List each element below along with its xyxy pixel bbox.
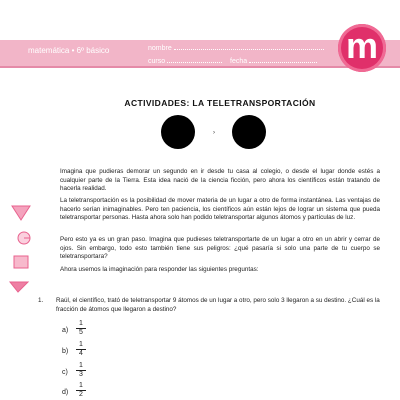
- activity-title: ACTIVIDADES: LA TELETRANSPORTACIÓN: [124, 98, 316, 108]
- nombre-field[interactable]: [148, 44, 324, 52]
- curso-field[interactable]: [148, 57, 222, 65]
- nombre-line: [174, 44, 324, 50]
- denominator: 4: [79, 350, 83, 357]
- curso-line: [167, 57, 222, 63]
- numerator: 1: [76, 320, 86, 329]
- option-letter: d): [62, 389, 69, 396]
- question-text: Raúl, el científico, trató de teletransportar 9 átomos de un lugar a otro, pero solo 3 llegaron a su destino. ¿Cuál es la fracción de átomos que llegaron a destino?: [56, 297, 380, 313]
- danger-paragraph: Pero esto ya es un gran paso. Imagina que pudieses teletransportarte de un lugar a otro en un abrir y cerrar de ojos. Sin embargo, todo esto también tiene sus peligros: ¿qué pasaría si solo una parte de tu cuerpo se teletransportara?: [60, 236, 380, 261]
- fraction: [76, 382, 86, 399]
- left-black-circle: [161, 115, 195, 149]
- curso-label: curso: [148, 58, 166, 65]
- worksheet-header: [0, 0, 400, 75]
- fecha-line: [249, 57, 317, 63]
- header-divider: [0, 66, 400, 68]
- instruction-paragraph: Ahora usemos la imaginación para responder las siguientes preguntas:: [60, 266, 259, 273]
- option-letter: b): [62, 348, 69, 355]
- numerator: 1: [76, 382, 86, 391]
- fecha-label: fecha: [230, 58, 248, 65]
- option-letter: a): [62, 327, 69, 334]
- nombre-label: nombre: [148, 45, 172, 52]
- subject-label: matemática • 6º básico: [28, 46, 110, 55]
- question-number: 1.: [38, 297, 44, 304]
- option-letter: c): [62, 369, 68, 376]
- intro-paragraph: Imagina que pudieras demorar un segundo en ir desde tu casa al colegio, o desde el lugar donde estés a cualquier parte de la Tierra. Esta idea nació de la ciencia ficción, pero ahora los científicos están tratando de hacerla realidad.: [60, 168, 380, 193]
- triangle-shape-2: [10, 282, 28, 292]
- fraction: [76, 362, 86, 379]
- denominator: 5: [79, 329, 83, 336]
- fraction: [76, 341, 86, 358]
- right-black-circle: [232, 115, 266, 149]
- triangle-shape: [12, 206, 30, 220]
- m-logo-icon: m: [338, 24, 386, 72]
- fecha-field[interactable]: [230, 57, 317, 65]
- fraction: [76, 320, 86, 337]
- arrow-mark: ›: [213, 130, 215, 136]
- denominator: 3: [79, 371, 83, 378]
- geometry-decoration-icon: [4, 200, 44, 295]
- denominator: 2: [79, 391, 83, 398]
- definition-paragraph: La teletransportación es la posibilidad de mover materia de un lugar a otro de forma instantánea. Las ventajas de hacerlo serían inimaginables. Pero ten paciencia, los científicos aún están lejos de lograr un sistema que pueda teletransportar personas. Hasta ahora solo han podido teletransportar algunos átomos y partículas de luz.: [60, 197, 380, 222]
- numerator: 1: [76, 362, 86, 371]
- square-shape: [14, 256, 28, 268]
- numerator: 1: [76, 341, 86, 350]
